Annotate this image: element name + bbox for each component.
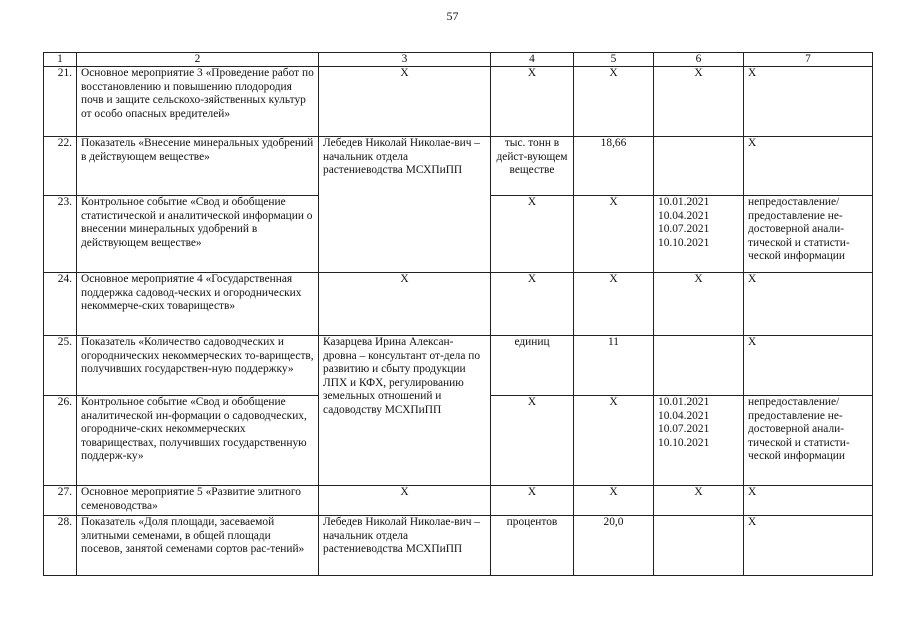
row-value: Х	[574, 67, 654, 137]
row-dates: Х	[654, 67, 744, 137]
table-row	[44, 273, 873, 336]
row-name: Показатель «Внесение минеральных удобрений в действующем веществе»	[77, 137, 319, 196]
row-unit: Х	[491, 273, 574, 336]
table-row	[44, 336, 873, 396]
row-unit: Х	[491, 486, 574, 516]
row-responsible: Лебедев Николай Николае-вич – начальник отдела растениеводства МСХПиПП	[319, 137, 491, 273]
row-info: Х	[744, 516, 873, 576]
row-unit: Х	[491, 396, 574, 486]
row-number: 24.	[44, 273, 77, 336]
row-responsible: Х	[319, 486, 491, 516]
row-dates: Х	[654, 273, 744, 336]
row-info: Х	[744, 137, 873, 196]
row-name: Показатель «Количество садоводческих и огороднических некоммерческих то-вариществ, получивших государствен-ную поддержку»	[77, 336, 319, 396]
row-number: 25.	[44, 336, 77, 396]
table-row	[44, 137, 873, 196]
plan-table	[43, 52, 873, 576]
row-number: 26.	[44, 396, 77, 486]
column-header: 5	[574, 53, 654, 67]
row-unit: тыс. тонн в дейст-вующем веществе	[491, 137, 574, 196]
row-name: Контрольное событие «Свод и обобщение аналитической ин-формации о садоводческих, огородниче-ских некоммерческих товариществах, получивших государственную поддерж-ку»	[77, 396, 319, 486]
column-header: 4	[491, 53, 574, 67]
row-responsible: Казарцева Ирина Алексан-дровна – консультант от-дела по развитию и сбыту продукции ЛПХ и КФХ, регулированию земельных отношений и садоводству МСХПиПП	[319, 336, 491, 486]
row-number: 23.	[44, 196, 77, 273]
row-name: Основное мероприятие 3 «Проведение работ по восстановлению и повышению плодородия почв и защите сельскохо-зяйственных культур от особо опасных вредителей»	[77, 67, 319, 137]
row-number: 21.	[44, 67, 77, 137]
row-value: 20,0	[574, 516, 654, 576]
row-responsible: Х	[319, 273, 491, 336]
row-value: 11	[574, 336, 654, 396]
column-header: 3	[319, 53, 491, 67]
row-unit: процентов	[491, 516, 574, 576]
row-value: Х	[574, 196, 654, 273]
row-dates: 10.01.2021 10.04.2021 10.07.2021 10.10.2021	[654, 396, 744, 486]
row-number: 28.	[44, 516, 77, 576]
table-row	[44, 486, 873, 516]
row-dates: 10.01.2021 10.04.2021 10.07.2021 10.10.2021	[654, 196, 744, 273]
row-dates	[654, 516, 744, 576]
page-number: 57	[446, 9, 459, 23]
row-dates: Х	[654, 486, 744, 516]
row-number: 22.	[44, 137, 77, 196]
row-value: Х	[574, 273, 654, 336]
row-dates	[654, 336, 744, 396]
row-name: Показатель «Доля площади, засеваемой элитными семенами, в общей площади посевов, занятой семенами сортов рас-тений»	[77, 516, 319, 576]
row-name: Основное мероприятие 4 «Государственная поддержка садовод-ческих и огороднических некоммерче-ских товариществ»	[77, 273, 319, 336]
row-unit: Х	[491, 67, 574, 137]
row-unit: единиц	[491, 336, 574, 396]
row-responsible: Х	[319, 67, 491, 137]
row-unit: Х	[491, 196, 574, 273]
row-info: непредоставление/ предоставление не-достоверной анали-тической и статисти-ческой информации	[744, 396, 873, 486]
row-info: Х	[744, 336, 873, 396]
row-dates	[654, 137, 744, 196]
column-header: 7	[744, 53, 873, 67]
row-number: 27.	[44, 486, 77, 516]
table-row	[44, 516, 873, 576]
column-header: 6	[654, 53, 744, 67]
row-value: Х	[574, 396, 654, 486]
row-value: Х	[574, 486, 654, 516]
row-info: Х	[744, 67, 873, 137]
row-responsible: Лебедев Николай Николае-вич – начальник отдела растениеводства МСХПиПП	[319, 516, 491, 576]
row-name: Контрольное событие «Свод и обобщение статистической и аналитической информации о внесении минеральных удобрений в действующем веществе»	[77, 196, 319, 273]
column-header: 1	[44, 53, 77, 67]
row-info: Х	[744, 486, 873, 516]
row-info: непредоставление/ предоставление не-достоверной анали-тической и статисти-ческой информации	[744, 196, 873, 273]
row-value: 18,66	[574, 137, 654, 196]
table-header-row	[44, 53, 873, 67]
row-name: Основное мероприятие 5 «Развитие элитного семеноводства»	[77, 486, 319, 516]
row-info: Х	[744, 273, 873, 336]
column-header: 2	[77, 53, 319, 67]
table-row	[44, 67, 873, 137]
